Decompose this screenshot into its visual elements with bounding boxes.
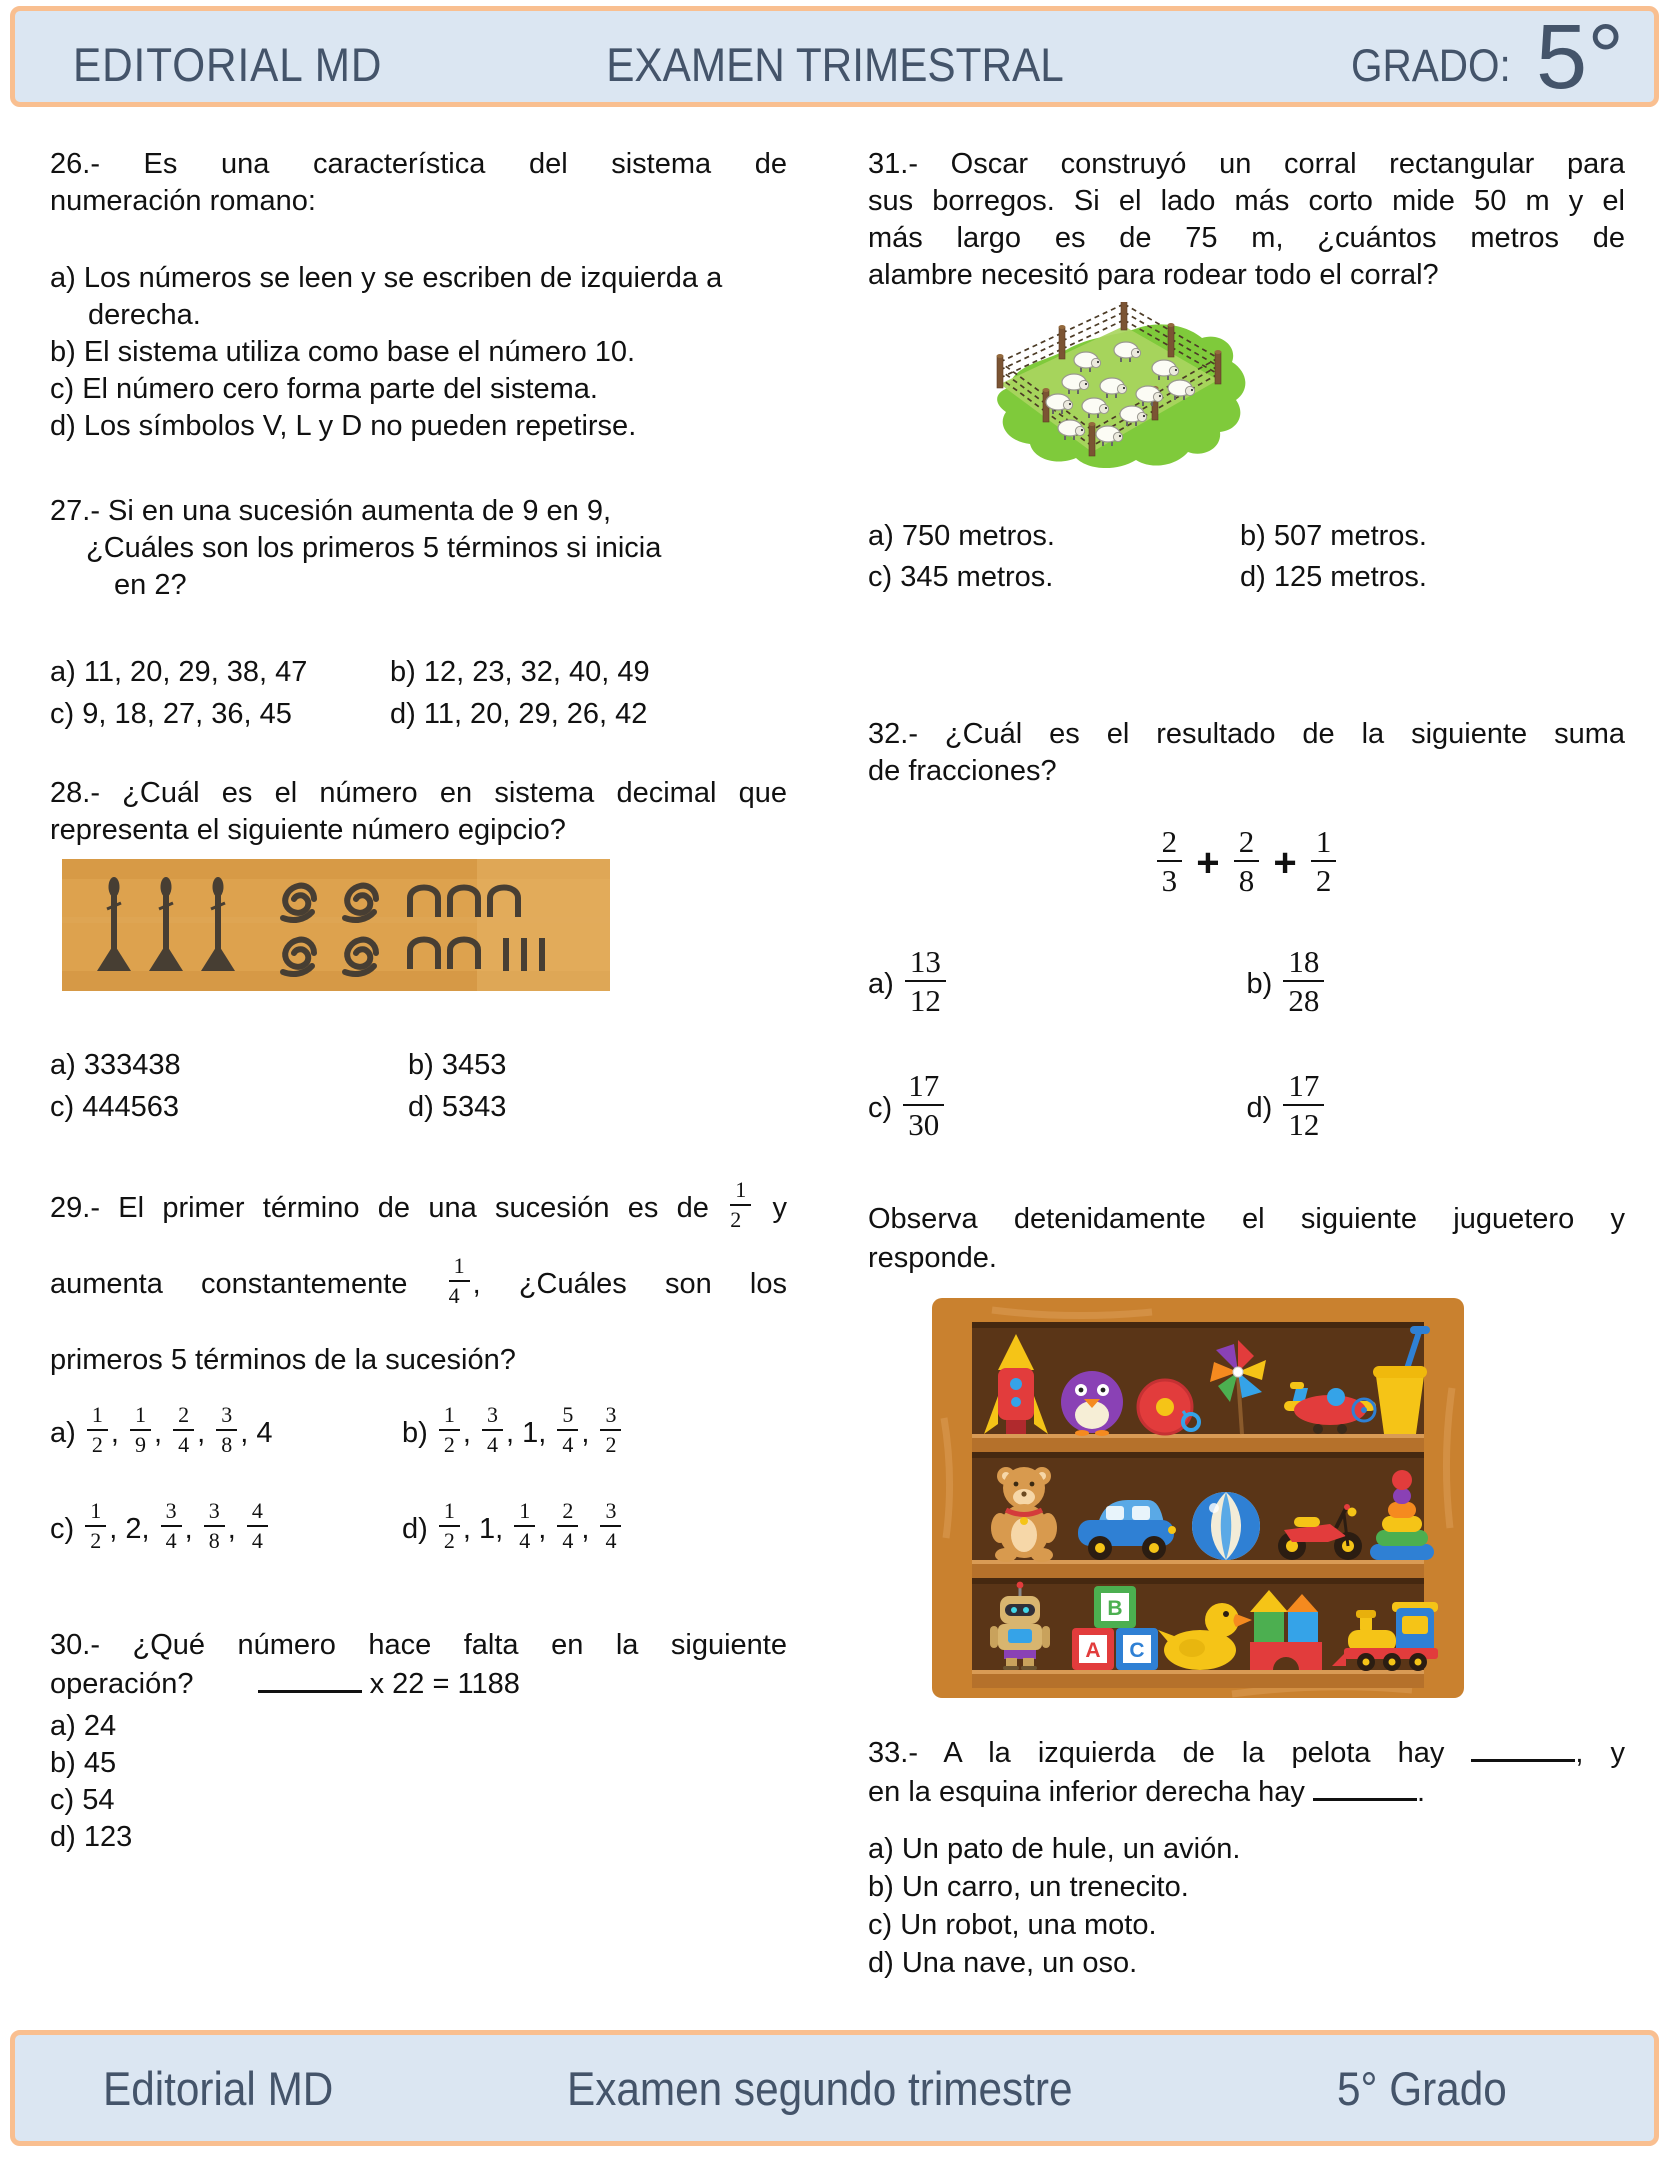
question-32-prompt [868, 716, 1625, 790]
option-b: b) 45 [50, 1747, 117, 1779]
fraction: $\frac{1}{2}$ [439, 1404, 460, 1456]
text-line: 30.- ¿Qué número hace falta en la siguiente [50, 1629, 787, 1661]
answer-blank [1471, 1755, 1575, 1762]
question-30-options [50, 1708, 787, 1856]
block-letter-b: B [1107, 1597, 1123, 1620]
fraction: $\frac{3}{4}$ [161, 1500, 182, 1552]
block-letter-a: A [1085, 1639, 1101, 1662]
toy-shelf-image [932, 1298, 1464, 1698]
page-header [10, 6, 1659, 107]
question-32-options [868, 944, 1625, 1148]
option-c: c) 444563 [50, 1091, 179, 1123]
fraction: $\frac{1}{4}$ [449, 1255, 470, 1307]
text-line: operación? x 22 = 1188 [50, 1668, 520, 1700]
fraction: $\frac{1}{4}$ [514, 1500, 535, 1552]
fraction: $\frac{3}{8}$ [204, 1500, 225, 1552]
fraction: $\frac{3}{8}$ [216, 1404, 237, 1456]
option-b: b) El sistema utiliza como base el número 10. [50, 336, 636, 368]
grade-label: GRADO: [1350, 40, 1511, 91]
fraction: $\frac{5}{4}$ [557, 1404, 578, 1456]
fraction: $\frac{1}{2}$ [87, 1404, 108, 1456]
option-c: c) 9, 18, 27, 36, 45 [50, 698, 292, 730]
brand-label: EDITORIAL MD [73, 38, 383, 91]
text-line: aumenta constantemente $\frac{1}{4}$ , ¿Cuáles son los [50, 1253, 787, 1309]
option-a: a) 333438 [50, 1049, 181, 1081]
grade [1350, 6, 1625, 108]
exam-title: EXAMEN TRIMESTRAL [605, 38, 1064, 91]
text-line: 27.- Si en una sucesión aumenta de 9 en 9, [50, 495, 612, 527]
question-31 [868, 146, 1625, 596]
footer-grade: 5° Grado [1337, 2061, 1508, 2115]
footer-brand: Editorial MD [103, 2061, 334, 2115]
fraction: $\frac{3}{2}$ [600, 1404, 621, 1456]
text-line: 29.- El primer término de una sucesión es de $\frac{1}{2}$ y [50, 1177, 787, 1233]
question-30-prompt [50, 1626, 787, 1704]
text-line: en la esquina inferior derecha hay . [868, 1776, 1426, 1808]
question-28-prompt [50, 775, 787, 849]
question-28-options [50, 1047, 787, 1126]
question-31-options [868, 518, 1625, 596]
fraction: $\frac{18}{28}$ [1283, 946, 1324, 1016]
sheep-corral-image [966, 302, 1248, 476]
option-b: b) 12, 23, 32, 40, 49 [390, 656, 650, 688]
text-line: 32.- ¿Cuál es el resultado de la siguiente suma [868, 718, 1625, 750]
text-line: Observa detenidamente el siguiente juguetero y [868, 1203, 1625, 1235]
option-d: d) 5343 [408, 1091, 507, 1123]
text-line: primeros 5 términos de la sucesión? [50, 1344, 516, 1376]
answer-blank [258, 1686, 362, 1693]
question-33 [868, 1734, 1625, 1982]
fraction: $\frac{1}{9}$ [130, 1404, 151, 1456]
option-a: a) Los números se leen y se escriben de izquierda a derecha. [50, 262, 723, 331]
question-29 [50, 1170, 787, 1562]
text-line: ¿Cuáles son los primeros 5 términos si inicia [86, 532, 662, 564]
instruction-text [868, 1200, 1625, 1278]
text-line: numeración romano: [50, 185, 316, 217]
option-b: b) $\frac{1}{2}$ , $\frac{3}{4}$ , 1, $\frac{5}{4}$ , $\frac{3}{2}$ [402, 1400, 787, 1466]
fraction: $\frac{17}{30}$ [903, 1070, 944, 1140]
sheep-corral-figure [966, 302, 1625, 486]
text-line: responde. [868, 1242, 997, 1274]
option-d: d) 123 [50, 1821, 133, 1853]
question-31-prompt [868, 146, 1625, 294]
question-26-prompt [50, 146, 787, 220]
fraction: $\frac{4}{4}$ [247, 1500, 268, 1552]
left-column [50, 146, 787, 1856]
text-line: más largo es de 75 m, ¿cuántos metros de [868, 222, 1625, 254]
fraction: $\frac{2}{4}$ [173, 1404, 194, 1456]
option-c: c) Un robot, una moto. [868, 1909, 1157, 1941]
fraction: $\frac{2}{8}$ [1234, 826, 1260, 896]
option-b: b) 3453 [408, 1049, 507, 1081]
toyshelf-instruction [868, 1200, 1625, 1278]
text-line: 33.- A la izquierda de la pelota hay , y [868, 1737, 1625, 1769]
option-c: c) $\frac{17}{30}$ [868, 1068, 1247, 1148]
grade-value: 5° [1536, 6, 1624, 108]
option-a: a) $\frac{1}{2}$ , $\frac{1}{9}$ , $\frac{2}{4}$ , $\frac{3}{8}$ , 4 [50, 1402, 273, 1458]
question-30 [50, 1626, 787, 1856]
option-b: b) $\frac{18}{28}$ [1247, 944, 1626, 1024]
text-line: de fracciones? [868, 755, 1057, 787]
question-28 [50, 775, 787, 1126]
option-b: b) 507 metros. [1240, 520, 1427, 552]
question-33-prompt [868, 1734, 1625, 1812]
fraction: $\frac{1}{2}$ [1311, 826, 1337, 896]
text-line: sus borregos. Si el lado más corto mide 50 m y el [868, 185, 1625, 217]
question-32 [868, 716, 1625, 1148]
option-c: c) 345 metros. [868, 561, 1054, 593]
fraction: $\frac{3}{4}$ [482, 1404, 503, 1456]
option-a: a) $\frac{13}{12}$ [868, 944, 1247, 1024]
option-c: c) El número cero forma parte del sistema. [50, 373, 598, 405]
fraction: $\frac{13}{12}$ [905, 946, 946, 1016]
option-a: a) 11, 20, 29, 38, 47 [50, 656, 308, 688]
footer-title: Examen segundo trimestre [567, 2061, 1073, 2115]
option-d: d) 11, 20, 29, 26, 42 [390, 698, 648, 730]
right-column [868, 146, 1625, 1982]
question-27 [50, 493, 787, 733]
text-line: 26.- Es una característica del sistema de [50, 148, 787, 180]
fraction: $\frac{2}{3}$ [1157, 826, 1183, 896]
egyptian-numeral-image [62, 859, 610, 991]
option-d: d) Una nave, un oso. [868, 1947, 1138, 1979]
option-c: c) $\frac{1}{2}$ , 2, $\frac{3}{4}$ , $\frac{3}{8}$ , $\frac{4}{4}$ [50, 1496, 402, 1562]
option-a: a) Un pato de hule, un avión. [868, 1833, 1241, 1865]
question-27-options [50, 654, 787, 733]
fraction-sum-formula: $\frac{2}{3}$ + $\frac{2}{8}$ + $\frac{1}{2}$ [868, 820, 1625, 906]
question-29-prompt [50, 1170, 787, 1398]
toy-ball [1192, 1492, 1260, 1560]
option-c: c) 54 [50, 1784, 115, 1816]
option-d: d) 125 metros. [1240, 561, 1427, 593]
answer-blank [1313, 1794, 1417, 1801]
question-29-options [50, 1400, 787, 1562]
question-26-options [50, 260, 787, 445]
fraction: $\frac{2}{4}$ [557, 1500, 578, 1552]
egyptian-numeral-figure [62, 859, 787, 1001]
option-d: d) $\frac{1}{2}$ , 1, $\frac{1}{4}$ , $\frac{2}{4}$ , $\frac{3}{4}$ [402, 1496, 787, 1562]
option-b: b) Un carro, un trenecito. [868, 1871, 1189, 1903]
question-33-options [868, 1830, 1625, 1982]
fraction: $\frac{3}{4}$ [600, 1500, 621, 1552]
text-line: representa el siguiente número egipcio? [50, 814, 566, 846]
option-d: d) $\frac{17}{12}$ [1247, 1068, 1626, 1148]
option-d: d) Los símbolos V, L y D no pueden repetirse. [50, 410, 637, 442]
text-line: en 2? [114, 569, 187, 601]
option-a: a) 750 metros. [868, 520, 1055, 552]
fraction: $\frac{1}{2}$ [85, 1500, 106, 1552]
option-a: a) 24 [50, 1710, 117, 1742]
question-27-prompt [50, 493, 787, 604]
fraction: $\frac{1}{2}$ [439, 1500, 460, 1552]
text-line: 28.- ¿Cuál es el número en sistema decimal que [50, 777, 787, 809]
fraction: $\frac{1}{2}$ [730, 1179, 751, 1231]
text-line: alambre necesitó para rodear todo el corral? [868, 259, 1439, 291]
toy-shelf-figure [932, 1298, 1625, 1708]
question-26 [50, 146, 787, 445]
text-line: 31.- Oscar construyó un corral rectangular para [868, 148, 1625, 180]
fraction: $\frac{17}{12}$ [1283, 1070, 1324, 1140]
block-letter-c: C [1129, 1639, 1145, 1662]
page-footer [10, 2030, 1659, 2146]
